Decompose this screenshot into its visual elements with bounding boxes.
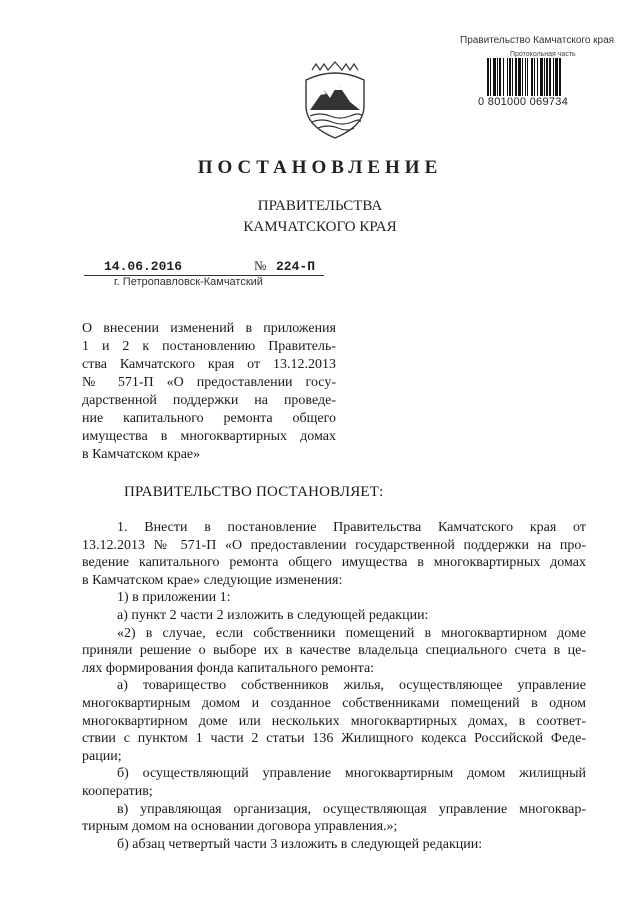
- body-line: 1. Внести в постановление Правительства Камчатского края от: [117, 520, 586, 535]
- barcode-bar: [544, 58, 545, 96]
- barcode: [486, 58, 584, 96]
- subject-line: № 571-П «О предоставлении госу-: [82, 375, 336, 390]
- subject-line: имущества в многоквартирных домах: [82, 429, 336, 444]
- body-line: кооператив;: [82, 783, 153, 799]
- subject-line: дарственной поддержки на проведе-: [82, 393, 336, 408]
- document-body: [82, 519, 586, 853]
- barcode-bar: [546, 58, 548, 96]
- barcode-bar: [509, 58, 511, 96]
- barcode-bar: [553, 58, 554, 96]
- document-subject: [82, 320, 336, 464]
- body-line: лях формирования фонда капитального ремонта:: [82, 660, 375, 676]
- subject-line: 1 и 2 к постановлению Правитель-: [82, 339, 336, 354]
- body-line: тирным домом на основании договора управления.»;: [82, 819, 398, 835]
- coat-of-arms-icon: [300, 60, 370, 140]
- issue-city: г. Петропавловск-Камчатский: [114, 276, 263, 288]
- barcode-bar: [522, 58, 523, 96]
- body-line: 13.12.2013 № 571-П «О предоставлении государственной поддержки на про-: [82, 537, 586, 553]
- barcode-bar: [507, 58, 508, 96]
- barcode-bar: [537, 58, 538, 96]
- document-date: 14.06.2016: [104, 259, 183, 274]
- barcode-bar: [555, 58, 558, 96]
- body-line: многоквартирном доме или нескольких многоквартирных домах, в соответ-: [82, 713, 586, 729]
- authority-line-1: ПРАВИТЕЛЬСТВА: [257, 198, 383, 214]
- authority-line-2: КАМЧАТСКОГО КРАЯ: [243, 219, 397, 235]
- body-line: рации;: [82, 748, 122, 764]
- barcode-bar: [534, 58, 535, 96]
- body-line: б) осуществляющий управление многоквартирным домом жилищный: [117, 766, 586, 782]
- body-line: а) пункт 2 части 2 изложить в следующей редакции:: [117, 607, 429, 623]
- barcode-bar: [540, 58, 543, 96]
- subject-line: О внесении изменений в приложения: [82, 321, 336, 336]
- body-line: в) управляющая организация, осуществляющая управление многоквар-: [117, 801, 586, 817]
- stamp-label: Протокольная часть: [510, 51, 576, 58]
- body-line: приняли решение о выборе их в качестве владельца специального счета в це-: [82, 643, 586, 659]
- barcode-bar: [525, 58, 526, 96]
- barcode-bar: [549, 58, 551, 96]
- body-line: а) товарищество собственников жилья, осуществляющее управление: [117, 678, 586, 694]
- barcode-number: 0 801000 069734: [478, 96, 569, 108]
- issuing-authority: [0, 196, 640, 238]
- barcode-bar: [531, 58, 533, 96]
- barcode-bar: [527, 58, 528, 96]
- subject-line: ние капитального ремонта общего: [82, 411, 336, 426]
- barcode-bar: [512, 58, 513, 96]
- organization-stamp: Правительство Камчатского края: [460, 35, 615, 46]
- body-line: многоквартирным домом и созданное собственниками помещений в одном: [82, 695, 586, 711]
- barcode-bar: [490, 58, 491, 96]
- body-line: «2) в случае, если собственники помещений в многоквартирном доме: [117, 625, 586, 641]
- barcode-bar: [559, 58, 561, 96]
- subject-line: ства Камчатского края от 13.12.2013: [82, 357, 336, 372]
- number-sign: №: [254, 258, 267, 273]
- body-line: ведение капитального ремонта общего имущества в многоквартирных домах: [82, 555, 586, 571]
- barcode-bar: [487, 58, 489, 96]
- barcode-bar: [518, 58, 521, 96]
- document-type: ПОСТАНОВЛЕНИЕ: [197, 157, 443, 178]
- decree-heading: ПРАВИТЕЛЬСТВО ПОСТАНОВЛЯЕТ:: [124, 484, 384, 500]
- barcode-bar: [503, 58, 504, 96]
- barcode-bar: [493, 58, 496, 96]
- subject-line: в Камчатском крае»: [82, 447, 201, 462]
- barcode-bar: [497, 58, 498, 96]
- body-line: 1) в приложении 1:: [117, 590, 231, 606]
- barcode-bar: [515, 58, 517, 96]
- body-line: ствии с пунктом 1 части 2 статьи 136 Жилищного кодекса Российской Феде-: [82, 731, 586, 747]
- body-line: б) абзац четвертый части 3 изложить в следующей редакции:: [117, 836, 483, 852]
- barcode-bar: [499, 58, 501, 96]
- number-underline: [274, 275, 324, 276]
- body-line: в Камчатском крае» следующие изменения:: [82, 572, 343, 588]
- document-number: 224-П: [276, 259, 316, 274]
